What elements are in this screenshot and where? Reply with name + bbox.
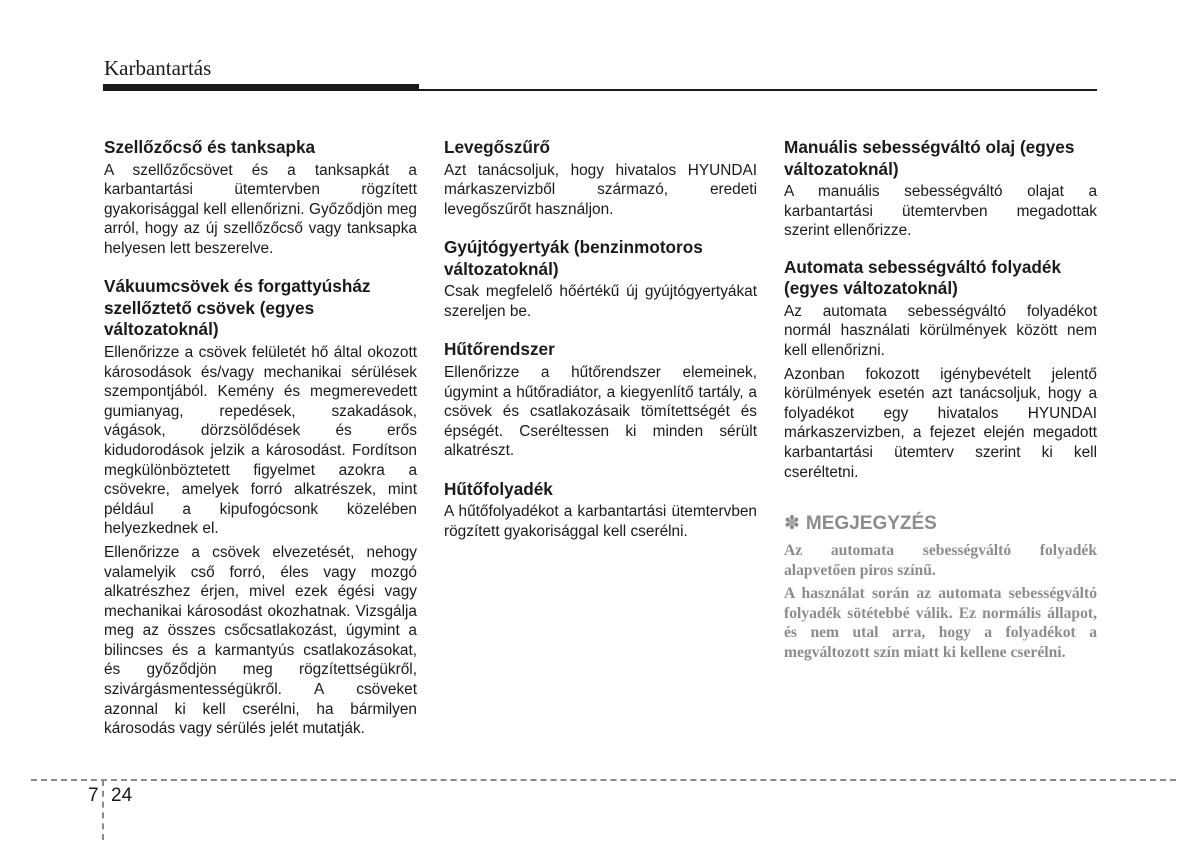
section-levegoszuro: [444, 137, 757, 219]
section-heading: Levegőszűrő: [444, 137, 551, 157]
section-paragraph: A szellőzőcsövet és a tanksapkát a karbantartási ütemtervben rögzített gyakorisággal kell ellenőrizni. Győződjön meg arról, hogy az új szellőzőcső vagy tanksapka helyesen lett beszerelve.: [104, 161, 417, 257]
header-rule-thick: [103, 84, 419, 91]
section-paragraph: Ellenőrizze a csövek felületét hő által okozott károsodások és/vagy mechanikai sérülések szempontjából. Kemény és megmerevedett gumianyag, repedések, szakadások, vágások, dörzsölődések és erős kidudorodások jelzik a károsodást. Fordítson megkülönböztetett figyelmet azokra a csövekre, amelyek forró alkatrészek, mint például a kipufogócsonk közelében helyezkednek el.: [104, 343, 417, 538]
section-heading: Gyújtógyertyák (benzinmotoros változatoknál): [444, 237, 703, 279]
footer-vertical-divider: [102, 780, 104, 840]
section-paragraph: Csak megfelelő hőértékű új gyújtógyertyákat szereljen be.: [444, 283, 757, 320]
section-paragraph: A manuális sebességváltó olajat a karbantartási ütemtervben megadottak szerint ellenőrizze.: [784, 183, 1097, 240]
note-box: [784, 512, 1097, 662]
section-hutofolyadek: [444, 479, 757, 542]
section-automata-valto-folyadek: [784, 257, 1097, 482]
asterisk-icon: ✽: [784, 513, 800, 535]
note-title: MEGJEGYZÉS: [805, 513, 937, 535]
header-rule-thin: [419, 89, 1097, 91]
column-1: [104, 137, 417, 757]
footer-divider: [31, 779, 1176, 781]
chapter-number: 7: [88, 785, 99, 806]
note-paragraph: Az automata sebességváltó folyadék alapvetően piros színű.: [784, 542, 1097, 579]
section-paragraph: Azonban fokozott igénybevételt jelentő körülmények esetén azt tanácsoljuk, hogy a folyadékot egy hivatalos HYUNDAI márkaszervizben, a fejezet elején megadott karbantartási ütemterv szerint ki kell cseréltetni.: [784, 365, 1097, 481]
section-heading: Manuális sebességváltó olaj (egyes változatoknál): [784, 137, 1075, 179]
header-title: Karbantartás: [104, 56, 212, 80]
section-heading: Szellőzőcső és tanksapka: [104, 137, 316, 157]
section-vakuumcsovek: [104, 276, 417, 738]
section-heading: Hűtőrendszer: [444, 339, 555, 360]
section-paragraph: A hűtőfolyadékot a karbantartási ütemtervben rögzített gyakorisággal kell cserélni.: [444, 503, 757, 541]
section-heading: Automata sebességváltó folyadék (egyes változatoknál): [784, 256, 1062, 299]
section-heading: Vákuumcsövek és forgattyúsház szellőztető csövek (egyes változatoknál): [104, 276, 371, 340]
section-heading: Hűtőfolyadék: [444, 478, 553, 499]
section-szellozocso: [104, 137, 417, 258]
column-2: [444, 137, 757, 560]
note-paragraph: A használat során az automata sebességváltó folyadék sötétebbé válik. Ez normális állapot, és nem utal arra, hogy a folyadékot a megváltozott szín miatt ki kellene cserélni.: [784, 585, 1097, 661]
section-paragraph: Ellenőrizze a csövek elvezetését, nehogy valamelyik cső forró, éles vagy mozgó alkatrészhez érjen, mivel ezek égési vagy mechanikai károsodást okozhatnak. Vizsgálja meg az összes csőcsatlakozást, úgymint a bilincses és a karmantyús csatlakozásokat, és győződjön meg rögzítettségükről, szivárgásmentességükről. A csöveket azonnal ki kell cserélni, ha bármilyen károsodás vagy sérülés jelét mutatják.: [104, 543, 417, 738]
section-paragraph: Az automata sebességváltó folyadékot normál használati körülmények között nem kell ellenőrizni.: [784, 302, 1097, 359]
column-3: [784, 137, 1097, 666]
section-paragraph: Ellenőrizze a hűtőrendszer elemeinek, úgymint a hűtőradiátor, a kiegyenlítő tartály, a csövek és csatlakozásaik tömítettségét és épségét. Cseréltessen ki minden sérült alkatrészt.: [444, 363, 757, 460]
note-heading: [784, 512, 1097, 535]
page-number: 24: [111, 785, 133, 806]
section-manualis-valto-olaj: [784, 137, 1097, 241]
section-hutorendszer: [444, 339, 757, 460]
section-gyujtogyertyak: [444, 237, 757, 321]
section-paragraph: Azt tanácsoljuk, hogy hivatalos HYUNDAI márkaszervizből származó, eredeti levegőszűrőt használjon.: [444, 161, 757, 218]
